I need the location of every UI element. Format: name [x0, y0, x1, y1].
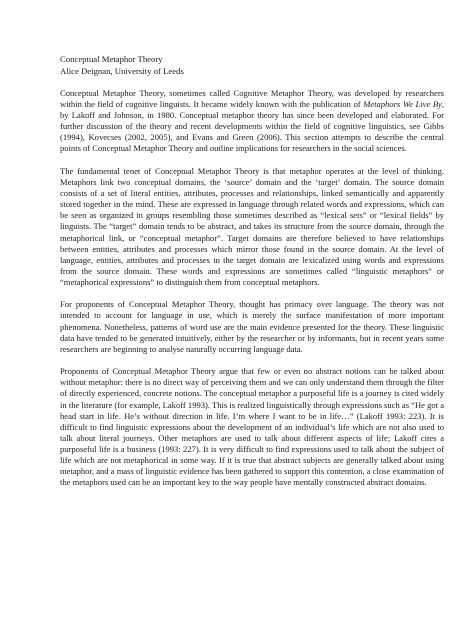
- paragraph-introduction-text-end: , by Lakoff and Johnson, in 1980. Conceptual metaphor theory has since been developed and elaborated. For further discussion of the theory and recent developments within the field of cognitive linguistics, see Gibbs (1994), Kovecses (2002, 2005), and Evans and Green (2006). This section attempts to describe the central points of Conceptual Metaphor Theory and outline implications for researchers in the social sciences.: [60, 99, 444, 154]
- paragraph-fundamental-tenet: The fundamental tenet of Conceptual Metaphor Theory is that metaphor operates at the level of thinking. Metaphors link two conceptual domains, the ‘source’ domain and the ‘target’ domain. The source domain consists of a set of literal entities, attributes, processes and relationships, linked semantically and apparently stored together in the mind. These are expressed in language through related words and expressions, which can be seen as organized in groups resembling those sometimes described as “lexical sets” or “lexical fields” by linguists. The “target” domain tends to be abstract, and takes its structure from the source domain, through the metaphorical link, or “conceptual metaphor”. Target domains are therefore believed to have relationships between entities, attributes and processes which mirror those found in the source domain. At the level of language, entities, attributes and processes in the target domain are lexicalized using words and expressions from the source domain. These words and expressions are sometimes called “linguistic metaphors” or “metaphorical expressions” to distinguish them from conceptual metaphors.: [60, 165, 444, 287]
- paragraph-introduction: [60, 88, 444, 155]
- paragraph-primacy-of-thought: For proponents of Conceptual Metaphor Theory, thought has primacy over language. The theory was not intended to account for language in use, which is merely the surface manifestation of more important phenomena. Nonetheless, patterns of word use are the main evidence presented for the theory. These linguistic data have tended to be generated intuitively, either by the researcher or by informants, but in recent years some researchers are beginning to analyse naturally occurring language data.: [60, 299, 444, 354]
- document-header: [60, 54, 444, 77]
- paragraph-introduction-text-start: Conceptual Metaphor Theory, sometimes called Cognitive Metaphor Theory, was developed by researchers within the field of cognitive linguists. It became widely known with the publication of: [60, 87, 444, 110]
- document-title: Conceptual Metaphor Theory: [60, 54, 163, 64]
- book-title-italic: Metaphors We Live By: [363, 99, 442, 110]
- author-line: Alice Deignan, University of Leeds: [60, 65, 184, 76]
- paragraph-abstract-notions: Proponents of Conceptual Metaphor Theory argue that few or even no abstract notions can be talked about without metaphor: there is no direct way of perceiving them and we can only understand them through the filter of directly experienced, concrete notions. The conceptual metaphor a purposeful life is a journey is cited widely in the literature (for example, Lakoff 1993). This is realized linguistically through expressions such as “He got a head start in life. He’s without direction in life. I’m where I want to be in life…” (Lakoff 1993: 223). It is difficult to find linguistic expressions about the development of an individual’s life which are not also used to talk about literal journeys. Other metaphors are used to talk about different aspects of life; Lakoff cites a purposeful life is a business (1993: 227). It is very difficult to find expressions used to talk about the subject of life which are not metaphorical in some way. If it is true that abstract subjects are generally talked about using metaphor, and a mass of linguistic evidence has been gathered to support this contention, a close examination of the metaphors used can be an important key to the way people have mentally constructed abstract domains.: [60, 366, 444, 488]
